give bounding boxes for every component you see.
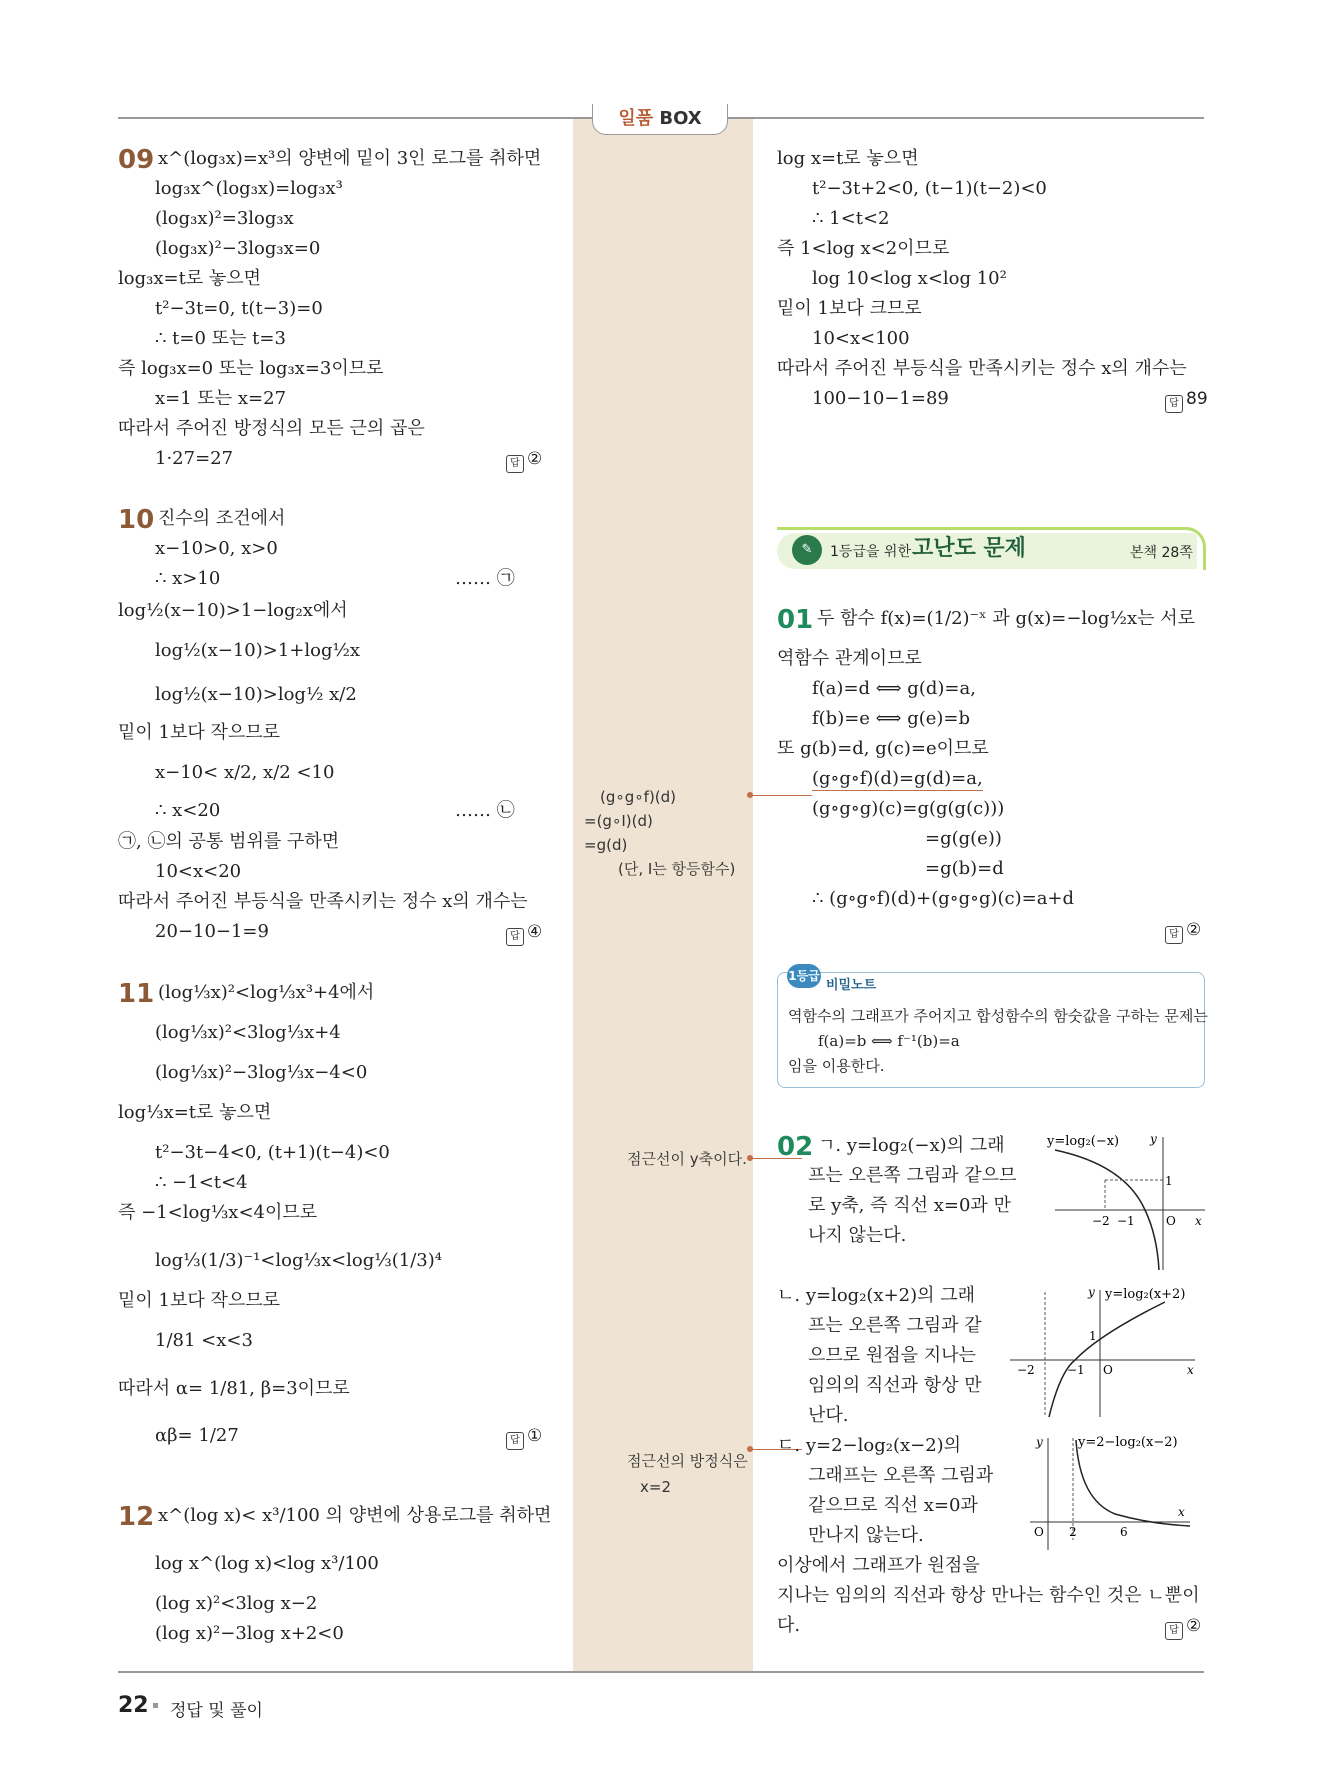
answer-icon: 답 (1165, 395, 1183, 413)
solution-line: 으므로 원점을 지나는 (808, 1345, 976, 1366)
secret-note-line: 역함수의 그래프가 주어지고 합성함수의 함숫값을 구하는 문제는 (788, 1007, 1208, 1025)
solution-line: x^(log₃x)=x³의 양변에 밑이 3인 로그를 취하면 (158, 148, 542, 169)
solution-line: ∴ −1<t<4 (155, 1172, 248, 1193)
box-note-line: =g(d) (584, 836, 628, 854)
solution-line: log x^(log x)<log x³/100 (155, 1553, 379, 1574)
solution-line: 밑이 1보다 작으므로 (118, 722, 280, 743)
graph-label: y=2−log₂(x−2) (1078, 1435, 1178, 1450)
log-curve (1076, 1440, 1190, 1526)
box-note-line: (g∘g∘f)(d) (600, 788, 677, 806)
solution-line: (log⅓x)²−3log⅓x−4<0 (155, 1062, 368, 1083)
solution-line: 밑이 1보다 작으므로 (118, 1290, 280, 1311)
y-axis-label: y (1036, 1435, 1043, 1449)
answer-icon: 답 (506, 928, 524, 946)
solution-line: ∴ x<20 (155, 800, 221, 821)
box-note-line: (단, I는 항등함수) (618, 860, 736, 878)
x-axis-label: x (1187, 1363, 1194, 1377)
tick-label: 1 (1089, 1329, 1097, 1343)
solution-line: 역함수 관계이므로 (777, 648, 922, 669)
solution-line: 난다. (808, 1405, 849, 1426)
problem-number: 12 (118, 1502, 155, 1532)
box-note-line: x=2 (640, 1478, 671, 1496)
leader-line (752, 795, 812, 796)
solution-line: (log₃x)²−3log₃x=0 (155, 238, 321, 259)
solution-line: x−10< x/2, x/2 <10 (155, 762, 335, 783)
solution-line: log₃x=t로 놓으면 (118, 268, 262, 289)
solution-line: (log x)²−3log x+2<0 (155, 1623, 344, 1644)
solution-line: 프는 오른쪽 그림과 같으므 (808, 1165, 1017, 1186)
solution-line: 임의의 직선과 항상 만 (808, 1375, 982, 1396)
graph-log2-neg-x (1045, 1125, 1205, 1270)
solution-line: x^(log x)< x³/100 의 양변에 상용로그를 취하면 (158, 1505, 552, 1526)
solution-line: log 10<log x<log 10² (812, 268, 1007, 289)
tick-label: 6 (1120, 1525, 1128, 1539)
y-axis-label: y (1088, 1285, 1095, 1299)
solution-line: 진수의 조건에서 (158, 508, 286, 529)
answer: 답 ② (1165, 1616, 1201, 1640)
problem-number: 10 (118, 505, 155, 535)
y-axis-label: y (1150, 1132, 1157, 1146)
solution-line: ㉠, ㉡의 공통 범위를 구하면 (118, 831, 340, 852)
solution-line: t²−3t+2<0, (t−1)(t−2)<0 (812, 178, 1047, 199)
answer: 답 ② (506, 449, 542, 473)
solution-line: log½(x−10)>1−log₂x에서 (118, 600, 348, 621)
banner-title: 고난도 문제 (912, 536, 1026, 561)
solution-line: 밑이 1보다 크므로 (777, 298, 922, 319)
book-icon: ✎ (792, 535, 822, 565)
solution-line: ㄷ. y=2−log₂(x−2)의 (777, 1435, 962, 1456)
solution-line: 나지 않는다. (808, 1225, 907, 1246)
bottom-rule (118, 1671, 1204, 1673)
solution-line: (log⅓x)²<log⅓x³+4에서 (158, 982, 375, 1003)
graph-label: y=log₂(x+2) (1105, 1287, 1186, 1302)
origin-label: O (1034, 1525, 1044, 1539)
solution-line: 지나는 임의의 직선과 항상 만나는 함수인 것은 ㄴ뿐이 (777, 1585, 1200, 1606)
solution-line: 이상에서 그래프가 원점을 (777, 1555, 980, 1576)
solution-line: αβ= 1/27 (155, 1425, 239, 1446)
problem-number: 11 (118, 979, 155, 1009)
solution-line: 10<x<100 (812, 328, 910, 349)
grade-badge: 1등급 (787, 964, 821, 988)
solution-line: t²−3t=0, t(t−3)=0 (155, 298, 323, 319)
solution-line: 즉 log₃x=0 또는 log₃x=3이므로 (118, 358, 384, 379)
solution-line: 따라서 α= 1/81, β=3이므로 (118, 1378, 350, 1399)
solution-line: ∴ (g∘g∘f)(d)+(g∘g∘g)(c)=a+d (812, 888, 1075, 909)
solution-line: 즉 −1<log⅓x<4이므로 (118, 1202, 318, 1223)
x-axis-label: x (1195, 1214, 1202, 1228)
solution-line: ㄴ. y=log₂(x+2)의 그래 (777, 1285, 976, 1306)
solution-line: (g∘g∘f)(d)=g(d)=a, (812, 768, 983, 789)
solution-line: 또 g(b)=d, g(c)=e이므로 (777, 738, 989, 759)
solution-line: (g∘g∘g)(c)=g(g(g(c))) (812, 798, 1005, 819)
tick-label: −2 (1017, 1363, 1035, 1377)
solution-line: 1·27=27 (155, 448, 234, 469)
solution-line: ∴ x>10 (155, 568, 221, 589)
solution-line: log₃x^(log₃x)=log₃x³ (155, 178, 343, 199)
solution-line: 1/81 <x<3 (155, 1330, 253, 1351)
solution-line: log½(x−10)>log½ x/2 (155, 684, 357, 705)
origin-label: O (1103, 1363, 1113, 1377)
answer: 답 ① (506, 1426, 542, 1450)
tick-label: −1 (1117, 1214, 1135, 1228)
answer-icon: 답 (506, 1432, 524, 1450)
solution-line: (log x)²<3log x−2 (155, 1593, 318, 1614)
tick-label: 1 (1165, 1174, 1173, 1188)
solution-line: (log₃x)²=3log₃x (155, 208, 294, 229)
box-note-line: 점근선이 y축이다. (627, 1150, 747, 1168)
solution-line: 따라서 주어진 방정식의 모든 근의 곱은 (118, 418, 425, 439)
graph-log2-x-plus-2 (1005, 1282, 1205, 1417)
problem-number: 09 (118, 145, 155, 175)
solution-line: ∴ t=0 또는 t=3 (155, 328, 286, 349)
solution-line: 그래프는 오른쪽 그림과 (808, 1465, 994, 1486)
answer-icon: 답 (1165, 926, 1183, 944)
tick-label: −1 (1067, 1363, 1085, 1377)
solution-line: 따라서 주어진 부등식을 만족시키는 정수 x의 개수는 (777, 358, 1187, 379)
solution-line: 100−10−1=89 (812, 388, 949, 409)
box-note-line: 점근선의 방정식은 (627, 1452, 748, 1470)
solution-line: f(a)=d ⟺ g(d)=a, (812, 678, 976, 699)
solution-line: 10<x<20 (155, 861, 242, 882)
box-strip (573, 117, 753, 1671)
solution-line: 다. (777, 1615, 801, 1636)
solution-line: x−10>0, x>0 (155, 538, 278, 559)
solution-line: f(b)=e ⟺ g(e)=b (812, 708, 971, 729)
solution-line: =g(b)=d (925, 858, 1004, 879)
origin-label: O (1166, 1214, 1176, 1228)
answer: 답 ② (1165, 920, 1201, 944)
solution-line: ∴ 1<t<2 (812, 208, 890, 229)
solution-line: 따라서 주어진 부등식을 만족시키는 정수 x의 개수는 (118, 891, 528, 912)
footer-title: 정답 및 풀이 (170, 1701, 263, 1721)
box-note-line: =(g∘I)(d) (584, 812, 653, 830)
answer-icon: 답 (506, 455, 524, 473)
solution-line: 로 y축, 즉 직선 x=0과 만 (808, 1195, 1011, 1216)
graph-label: y=log₂(−x) (1047, 1134, 1120, 1149)
answer: 답 ④ (506, 922, 542, 946)
box-tab: 일품 BOX (592, 104, 728, 135)
solution-line: x=1 또는 x=27 (155, 388, 287, 409)
x-axis-label: x (1178, 1505, 1185, 1519)
graph-2-minus-log2-x-minus-2 (1020, 1430, 1205, 1550)
solution-line: (log⅓x)²<3log⅓x+4 (155, 1022, 341, 1043)
solution-line: log½(x−10)>1+log½x (155, 640, 361, 661)
solution-line: 두 함수 f(x)=(1/2)⁻ˣ 과 g(x)=−log½x는 서로 (817, 608, 1196, 629)
banner-pre: 1등급을 위한 (830, 544, 911, 560)
solution-line: =g(g(e)) (925, 828, 1002, 849)
solution-line: 20−10−1=9 (155, 921, 269, 942)
problem-number: 02 (777, 1132, 814, 1162)
solution-line: ㄱ. y=log₂(−x)의 그래 (818, 1135, 1005, 1156)
banner-ref: 본책 28쪽 (1130, 545, 1193, 561)
secret-note-line: 임을 이용한다. (788, 1057, 885, 1075)
solution-line: log⅓x=t로 놓으면 (118, 1102, 272, 1123)
secret-note-title: 비밀노트 (826, 978, 877, 993)
tick-label: 2 (1069, 1525, 1077, 1539)
solution-line: t²−3t−4<0, (t+1)(t−4)<0 (155, 1142, 390, 1163)
mark: …… ㉡ (455, 800, 515, 821)
footer-bullet-icon (153, 1703, 158, 1708)
solution-line: 같으므로 직선 x=0과 (808, 1495, 978, 1516)
tick-label: −2 (1092, 1214, 1110, 1228)
problem-number: 01 (777, 605, 814, 635)
solution-line: log⅓(1/3)⁻¹<log⅓x<log⅓(1/3)⁴ (155, 1250, 442, 1271)
page-number: 22 (118, 1693, 149, 1718)
answer-icon: 답 (1165, 1622, 1183, 1640)
solution-line: log x=t로 놓으면 (777, 148, 919, 169)
solution-line: 만나지 않는다. (808, 1525, 924, 1546)
solution-line: 프는 오른쪽 그림과 같 (808, 1315, 982, 1336)
secret-note-line: f(a)=b ⟺ f⁻¹(b)=a (818, 1032, 960, 1050)
mark: …… ㉠ (455, 568, 515, 589)
solution-line: 즉 1<log x<2이므로 (777, 238, 950, 259)
answer: 답 89 (1165, 389, 1208, 413)
